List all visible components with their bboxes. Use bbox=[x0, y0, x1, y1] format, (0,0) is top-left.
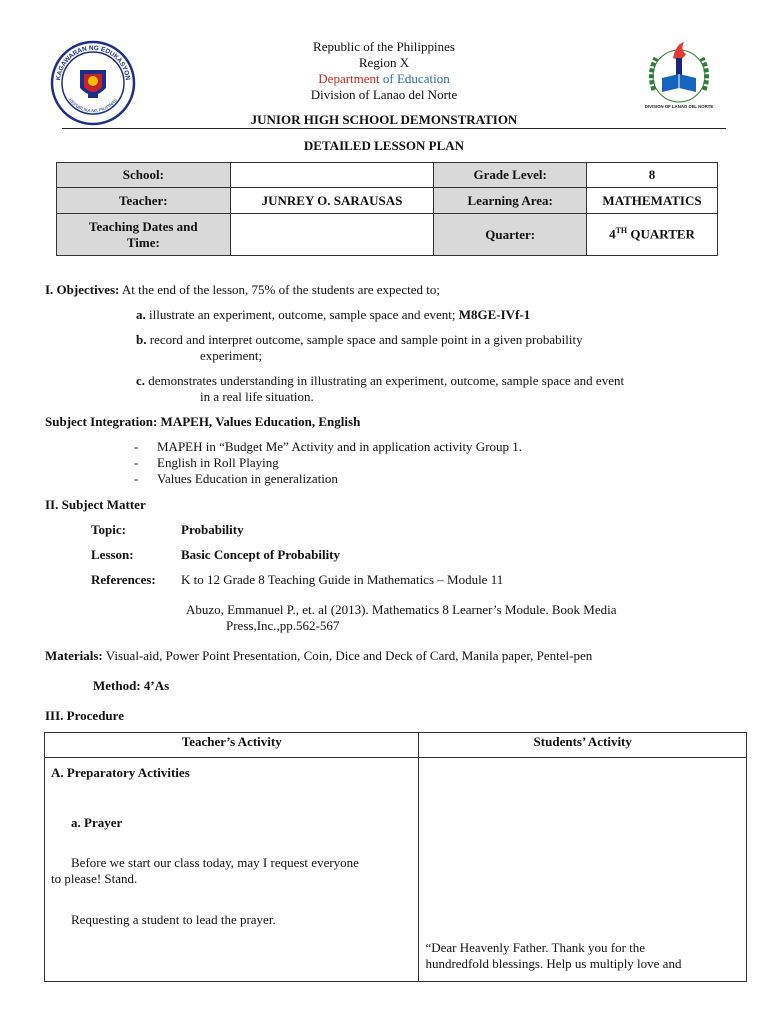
integration-dash-1: - bbox=[134, 439, 139, 454]
objective-c-cont: in a real life situation. bbox=[200, 389, 314, 404]
references-label: References: bbox=[91, 572, 156, 587]
objective-b-cont: experiment; bbox=[200, 348, 263, 363]
integration-item-3: Values Education in generalization bbox=[157, 471, 338, 486]
of-education-words: of Education bbox=[379, 71, 450, 86]
objective-c: c. demonstrates understanding in illustrating an experiment, outcome, sample space and event bbox=[136, 373, 625, 388]
region-line: Region X bbox=[358, 55, 410, 70]
division-line: Division of Lanao del Norte bbox=[310, 87, 458, 102]
teacher-activity-cell bbox=[45, 758, 419, 982]
quarter-label: Quarter: bbox=[434, 214, 587, 256]
header-rule bbox=[62, 128, 726, 129]
integration-item-1: MAPEH in “Budget Me” Activity and in application activity Group 1. bbox=[157, 439, 523, 454]
republic-line: Republic of the Philippines bbox=[313, 39, 455, 54]
department-word: Department bbox=[318, 71, 380, 86]
procedure-heading: III. Procedure bbox=[45, 708, 124, 723]
learning-area-label: Learning Area: bbox=[434, 188, 587, 214]
topic-label: Topic: bbox=[91, 522, 126, 537]
lesson-label: Lesson: bbox=[91, 547, 134, 562]
prayer-heading: a. Prayer bbox=[71, 815, 123, 830]
materials-line: Materials: Visual-aid, Power Point Presentation, Coin, Dice and Deck of Card, Manila paper, Pentel-pen bbox=[45, 648, 593, 663]
department-line bbox=[0, 71, 768, 87]
doc-title-1: JUNIOR HIGH SCHOOL DEMONSTRATION bbox=[250, 112, 518, 127]
school-value bbox=[230, 163, 434, 188]
doc-title-2: DETAILED LESSON PLAN bbox=[303, 138, 465, 153]
topic-value: Probability bbox=[181, 522, 244, 537]
objective-a: a. illustrate an experiment, outcome, sample space and event; M8GE-IVf-1 bbox=[136, 307, 531, 322]
teaching-dates-value bbox=[230, 214, 434, 256]
subject-matter-heading: II. Subject Matter bbox=[45, 497, 146, 512]
students-activity-header: Students’ Activity bbox=[419, 733, 747, 758]
integration-dash-3: - bbox=[134, 471, 139, 486]
seal-subtext: REPUBLIKA NG PILIPINAS bbox=[67, 97, 119, 114]
integration-item-2: English in Roll Playing bbox=[157, 455, 279, 470]
objectives-line: I. Objectives: At the end of the lesson, 75% of the students are expected to; bbox=[45, 282, 440, 297]
teacher-value: JUNREY O. SARAUSAS bbox=[230, 188, 434, 214]
info-table bbox=[56, 162, 718, 256]
teaching-dates-label: Teaching Dates and Time: bbox=[57, 214, 231, 256]
reference-2-cont: Press,Inc.,pp.562-567 bbox=[226, 618, 340, 633]
division-logo-text: DIVISION OF LANAO DEL NORTE bbox=[644, 104, 714, 109]
grade-label: Grade Level: bbox=[434, 163, 587, 188]
teacher-activity-header: Teacher’s Activity bbox=[45, 733, 419, 758]
teacher-label: Teacher: bbox=[57, 188, 231, 214]
method-line: Method: 4’As bbox=[93, 678, 170, 693]
preparatory-activities: A. Preparatory Activities bbox=[51, 765, 190, 780]
student-prayer-line-1: “Dear Heavenly Father. Thank you for the bbox=[425, 940, 646, 955]
teacher-line-1a: Before we start our class today, may I request everyone bbox=[71, 855, 359, 870]
student-prayer-line-2: hundredfold blessings. Help us multiply love and bbox=[425, 956, 682, 971]
integration-dash-2: - bbox=[134, 455, 139, 470]
teacher-line-2: Requesting a student to lead the prayer. bbox=[71, 912, 276, 927]
learning-area-value: MATHEMATICS bbox=[587, 188, 718, 214]
integration-heading: Subject Integration: MAPEH, Values Education, English bbox=[45, 414, 361, 429]
objective-b: b. record and interpret outcome, sample space and sample point in a given probability bbox=[136, 332, 583, 347]
lesson-value: Basic Concept of Probability bbox=[181, 547, 341, 562]
reference-2: Abuzo, Emmanuel P., et. al (2013). Mathematics 8 Learner’s Module. Book Media bbox=[186, 602, 617, 617]
quarter-value: 4TH QUARTER bbox=[587, 214, 718, 256]
school-label: School: bbox=[57, 163, 231, 188]
procedure-table bbox=[44, 732, 747, 982]
grade-value: 8 bbox=[587, 163, 718, 188]
teacher-line-1b: to please! Stand. bbox=[51, 871, 138, 886]
seal-text: KAGAWARAN NG EDUKASYON bbox=[55, 44, 131, 81]
students-activity-cell bbox=[419, 758, 747, 982]
reference-1: K to 12 Grade 8 Teaching Guide in Mathematics – Module 11 bbox=[181, 572, 504, 587]
